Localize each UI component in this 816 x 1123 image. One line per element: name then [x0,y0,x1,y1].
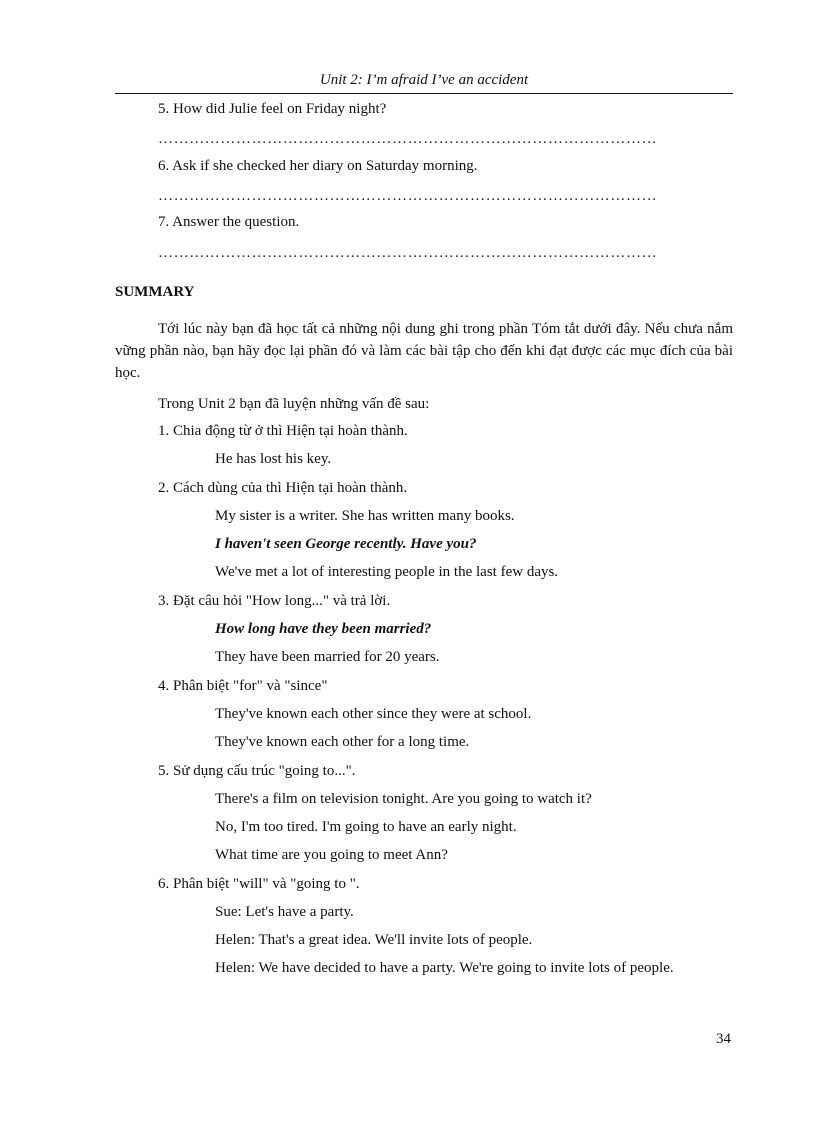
question-7: 7. Answer the question. [158,214,300,230]
page-header: Unit 2: I’m afraid I’ve an accident [319,72,529,88]
summary-item-4-title: 4. Phân biệt "for" và "since" [158,678,328,694]
summary-item-5-example-3: What time are you going to meet Ann? [215,847,448,863]
summary-heading: SUMMARY [115,284,195,300]
summary-item-2-example-3: We've met a lot of interesting people in the last few days. [215,564,559,580]
answer-line-7: …………………………………………………………………………………… [158,245,658,261]
summary-item-4-example-1: They've known each other since they were at school. [215,706,532,722]
summary-lead: Trong Unit 2 bạn đã luyện những vấn đề sau: [158,396,430,412]
summary-item-6-example-3: Helen: We have decided to have a party. We're going to invite lots of people. [215,960,674,976]
summary-item-5-title: 5. Sử dụng cấu trúc "going to...". [158,763,356,779]
summary-item-5-example-1: There's a film on television tonight. Are you going to watch it? [215,791,592,807]
summary-item-5-example-2: No, I'm too tired. I'm going to have an early night. [215,819,517,835]
answer-line-5: …………………………………………………………………………………… [158,131,658,147]
page-number: 34 [716,1031,731,1047]
summary-item-3-example-1: How long have they been married? [215,621,432,637]
summary-item-3-example-2: They have been married for 20 years. [215,649,440,665]
summary-item-4-example-2: They've known each other for a long time. [215,734,470,750]
summary-item-1-example-1: He has lost his key. [215,451,332,467]
summary-item-2-title: 2. Cách dùng của thì Hiện tại hoàn thành. [158,480,408,496]
summary-item-2-example-1: My sister is a writer. She has written many books. [215,508,515,524]
question-6: 6. Ask if she checked her diary on Saturday morning. [158,158,478,174]
summary-item-2-example-2: I haven't seen George recently. Have you? [215,536,477,552]
summary-item-6-title: 6. Phân biệt "will" và "going to ". [158,876,360,892]
summary-intro: Tới lúc này bạn đã học tất cả những nội dung ghi trong phần Tóm tắt dưới đây. Nếu chưa nắm vững phần nào, bạn hãy đọc lại phần đó và làm các bài tập cho đến khi đạt được các mục đích của bài học. [115,321,733,381]
question-5: 5. How did Julie feel on Friday night? [158,101,387,117]
answer-line-6: …………………………………………………………………………………… [158,188,658,204]
header-rule [115,93,733,94]
summary-item-6-example-1: Sue: Let's have a party. [215,904,354,920]
summary-item-3-title: 3. Đặt câu hỏi "How long..." và trả lời. [158,593,391,609]
summary-item-6-example-2: Helen: That's a great idea. We'll invite lots of people. [215,932,533,948]
summary-item-1-title: 1. Chia động từ ở thì Hiện tại hoàn thành. [158,423,408,439]
